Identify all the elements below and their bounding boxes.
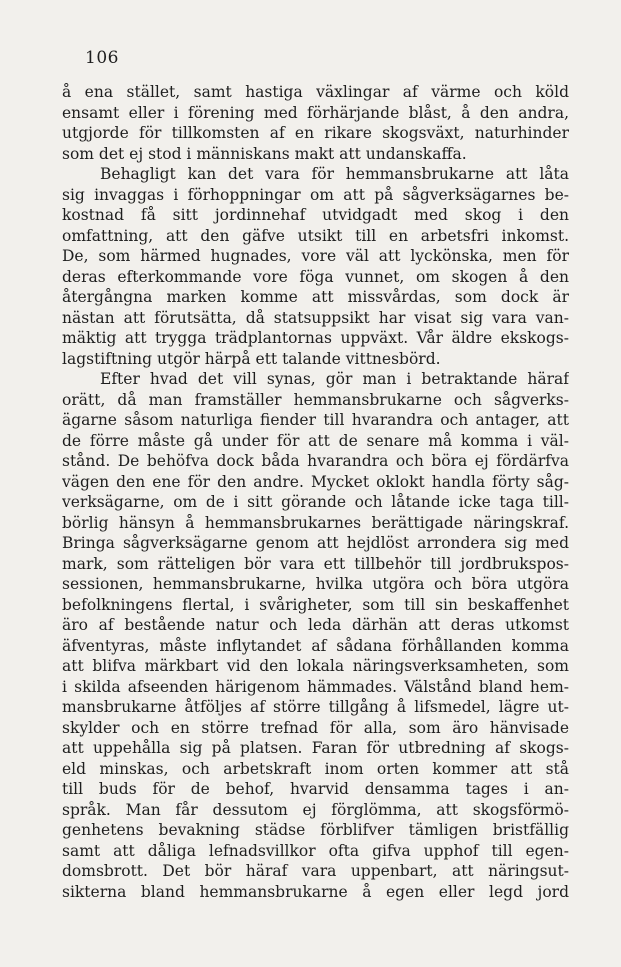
text-line: återgångna marken komme att missvårdas, som dock är <box>62 288 569 306</box>
text-line: domsbrott. Det bör häraf vara uppenbart, att näringsut- <box>62 862 569 880</box>
text-line: de förre måste gå under för att de senare må komma i väl- <box>62 431 569 450</box>
text-line: omfattning, att den gäfve utsikt till en arbetsfri inkomst. <box>62 226 569 245</box>
text-line: sig invaggas i förhoppningar om att på sågverksägarnes be- <box>62 185 569 204</box>
text-line: mansbrukarne åtföljes af större tillgång å lifsmedel, lägre ut- <box>62 698 569 716</box>
text-line: lagstiftning utgör härpå ett talande vittnesbörd. <box>62 349 441 368</box>
text-line: mäktig att trygga trädplantornas uppväxt. Vår äldre ekskogs- <box>62 329 569 347</box>
text-line: genhetens bevakning städse förblifver tämligen bristfällig <box>62 821 569 839</box>
text-line: språk. Man får dessutom ej förglömma, att skogsförmö- <box>62 800 569 819</box>
text-line: skylder och en större trefnad för alla, som äro hänvisade <box>62 718 569 737</box>
text-line: stånd. De behöfva dock båda hvarandra och böra ej fördärfva <box>62 452 569 470</box>
page-number: 106 <box>85 48 119 68</box>
text-line: ensamt eller i förening med förhärjande blåst, å den andra, <box>62 103 569 122</box>
text-line: äro af bestående natur och leda därhän att deras utkomst <box>62 616 569 634</box>
text-line: sikterna bland hemmansbrukarne å egen eller legd jord <box>62 882 569 901</box>
text-line: Behagligt kan det vara för hemmansbrukarne att låta <box>100 165 569 183</box>
text-line: vägen den ene för den andre. Mycket oklokt handla förty såg- <box>62 472 569 491</box>
text-line: börlig hänsyn å hemmansbrukarnes berättigade näringskraf. <box>62 513 569 532</box>
text-line: som det ej stod i människans makt att undanskaffa. <box>62 144 467 163</box>
body-text <box>62 82 569 902</box>
text-line: utgjorde för tillkomsten af en rikare skogsväxt, naturhinder <box>62 124 569 142</box>
text-line: mark, som rätteligen bör vara ett tillbehör till jordbrukspos- <box>62 554 569 573</box>
text-line: De, som härmed hugnades, vore väl att lyckönska, men för <box>62 247 569 265</box>
text-line: nästan att förutsätta, då statsuppsikt har visat sig vara van- <box>62 308 569 327</box>
text-line: befolkningens flertal, i svårigheter, som till sin beskaffenhet <box>62 595 569 614</box>
text-line: till buds för de behof, hvarvid densamma tages i an- <box>62 780 569 798</box>
text-line: ägarne såsom naturliga fiender till hvarandra och antager, att <box>62 411 569 429</box>
text-line: verksägarne, om de i sitt görande och låtande icke taga till- <box>62 493 569 511</box>
text-line: samt att dåliga lefnadsvillkor ofta gifva upphof till egen- <box>62 841 569 860</box>
text-line: sessionen, hemmansbrukarne, hvilka utgöra och böra utgöra <box>62 575 569 593</box>
text-line: Bringa sågverksägarne genom att hejdlöst arrondera sig med <box>62 534 569 552</box>
text-line: eld minskas, och arbetskraft inom orten kommer att stå <box>62 759 569 778</box>
text-line: Efter hvad det vill synas, gör man i betraktande häraf <box>100 370 569 388</box>
text-line: i skilda afseenden härigenom hämmades. Välstånd bland hem- <box>62 677 569 696</box>
text-line: å ena stället, samt hastiga växlingar af värme och köld <box>62 83 569 101</box>
text-line: orätt, då man framställer hemmansbrukarne och sågverks- <box>62 390 569 409</box>
text-line: att uppehålla sig på platsen. Faran för utbredning af skogs- <box>62 739 569 757</box>
text-line: äfventyras, måste inflytandet af sådana förhållanden komma <box>62 636 569 655</box>
text-line: deras efterkommande vore föga vunnet, om skogen å den <box>62 267 569 286</box>
text-line: att blifva märkbart vid den lokala näringsverksamheten, som <box>62 657 569 675</box>
text-line: kostnad få sitt jordinnehaf utvidgadt med skog i den <box>62 206 569 224</box>
